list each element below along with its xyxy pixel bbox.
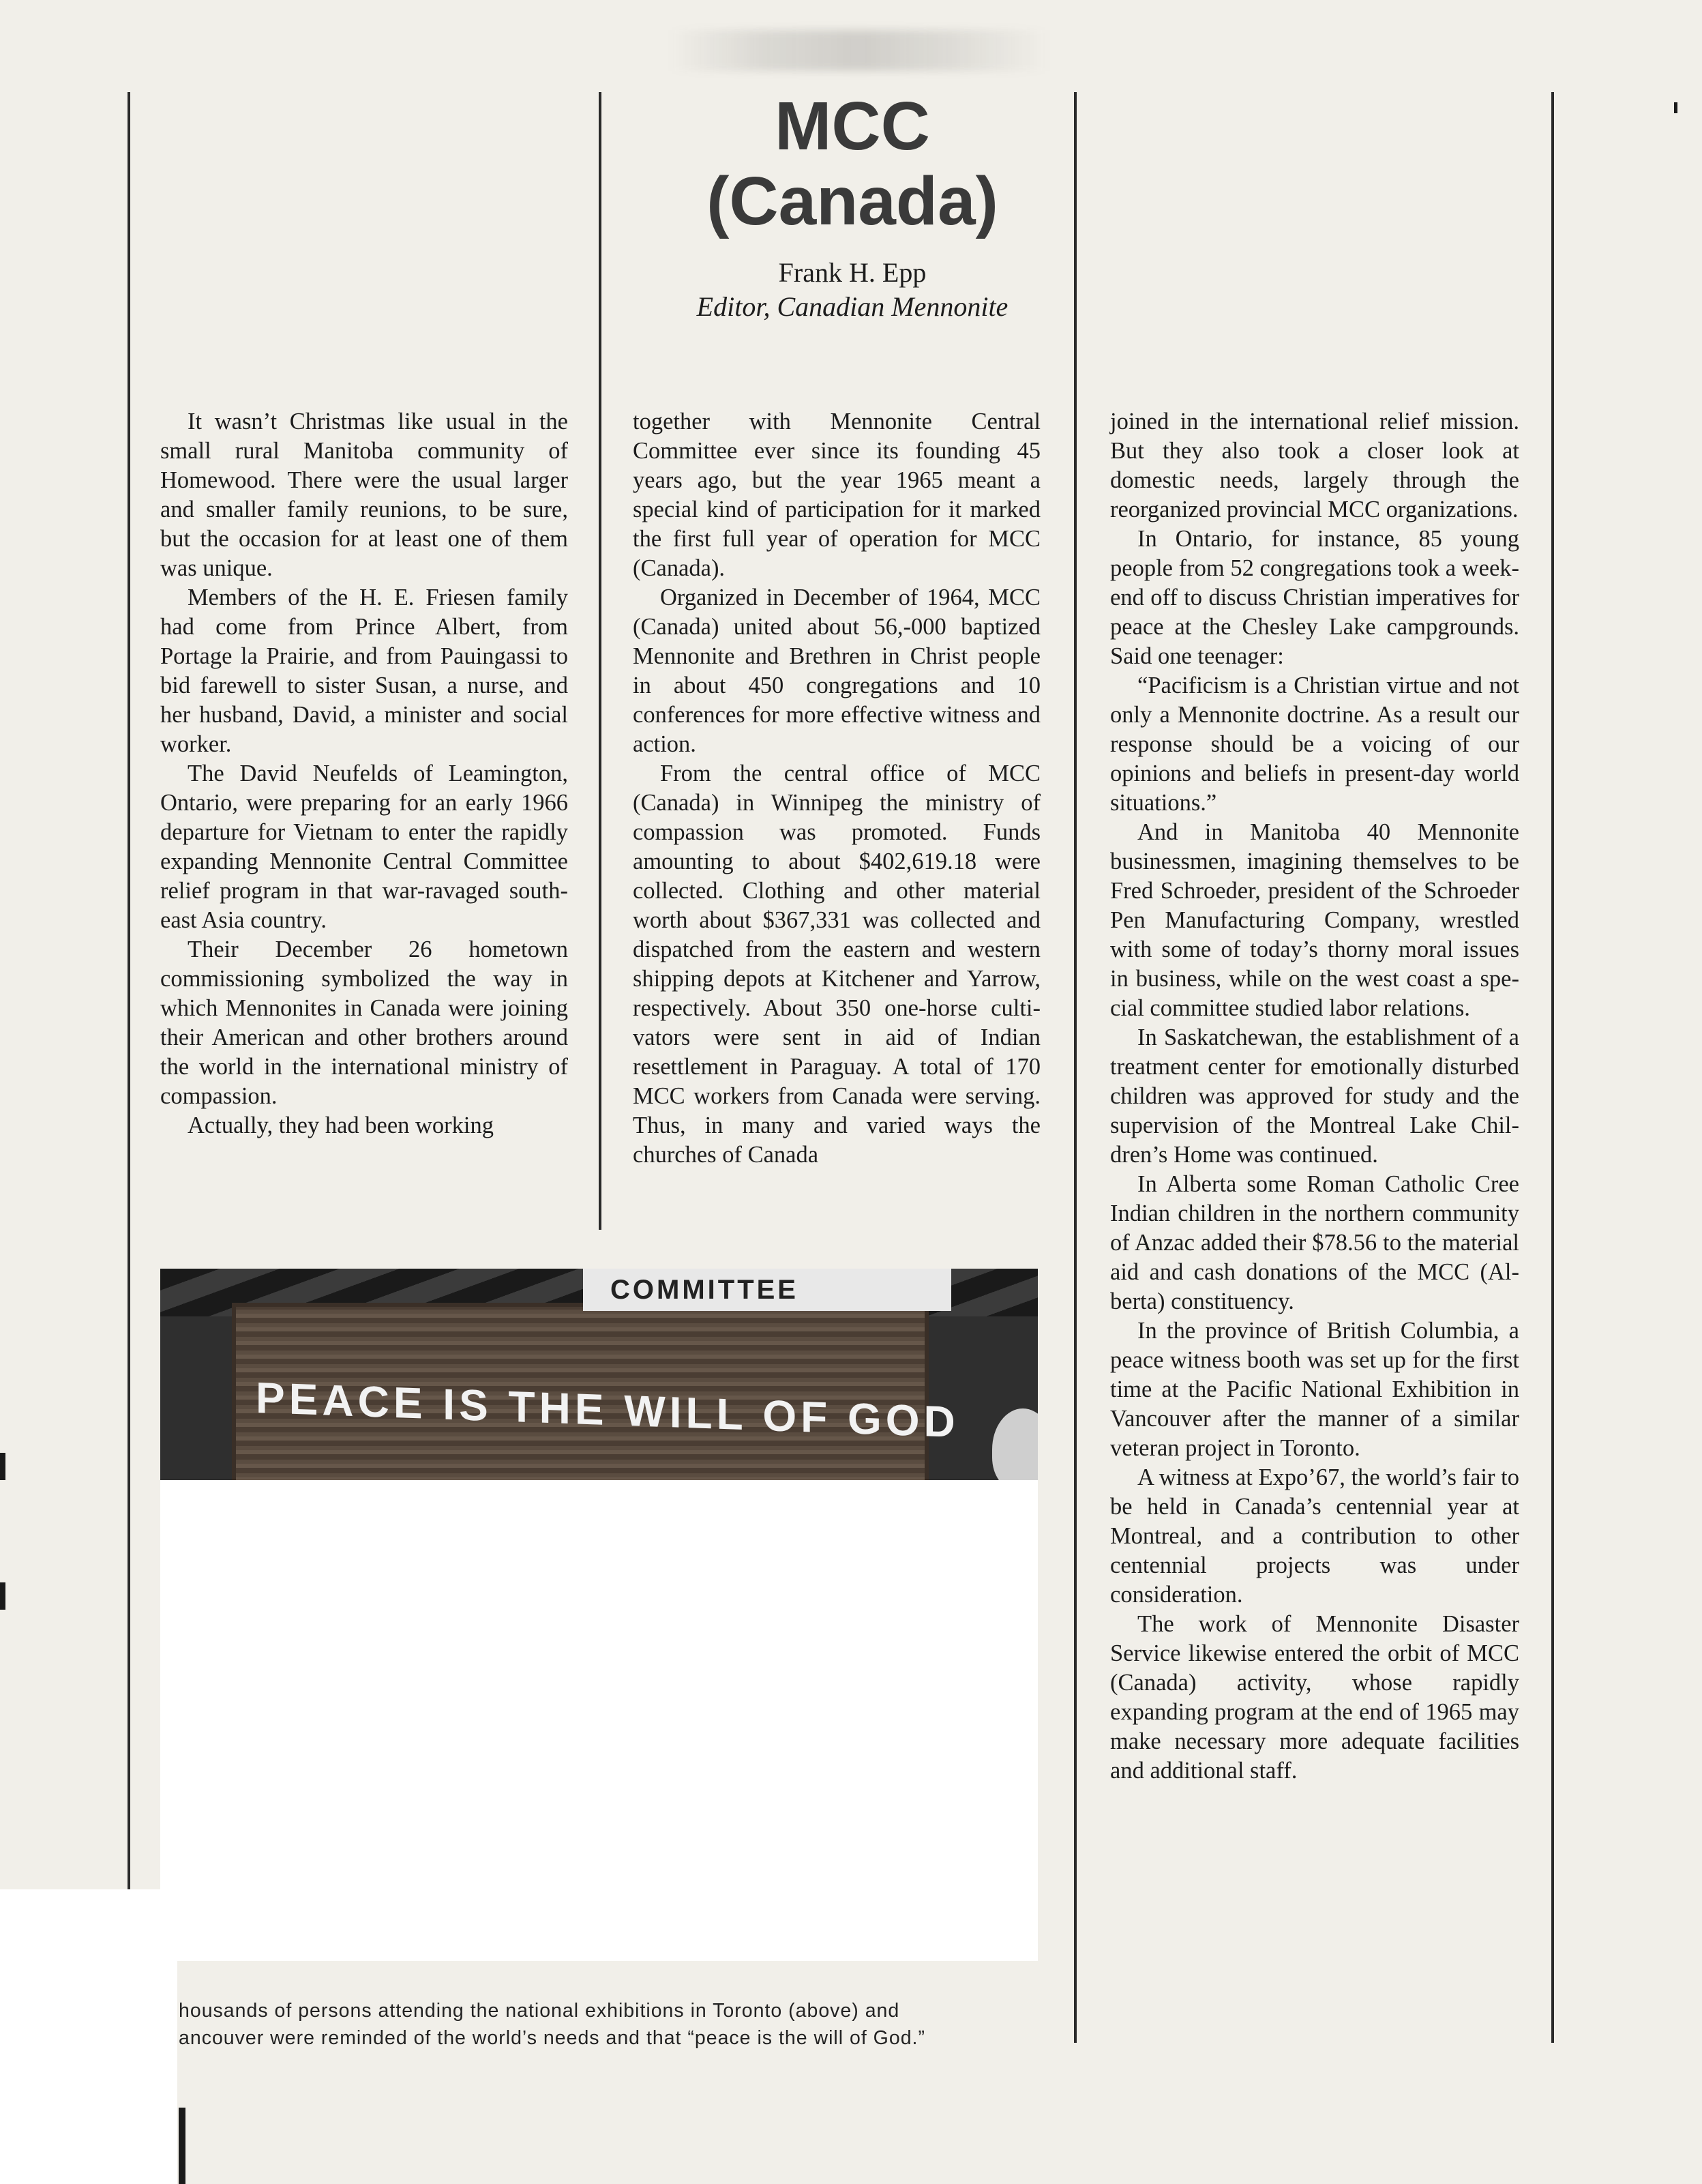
scan-edge-mark [0, 1582, 5, 1610]
column-3-paragraph: The work of Mennonite Disaster Service likewise entered the orbit of MCC (Canada) activity, whose rapidly expanding program at the end of 1965 may make necessary more adequate facilities and additional staff. [1110, 1611, 1519, 1784]
caption-line-2: ancouver were reminded of the world’s needs and that “peace is the will of God.” [179, 2027, 925, 2049]
bleed-through-smudge [668, 30, 1050, 71]
column-3-paragraph: “Pacificism is a Christian virtue and not only a Mennonite doctrine. As a result our response should be a voicing of our opinions and beliefs in present-day world situations.” [1110, 673, 1519, 816]
column-1-paragraph: Their December 26 hometown commissioning symbolized the way in which Mennonites in Canada were joining their American and other brothers around the world in the international ministry of compassion. [160, 936, 568, 1109]
article-title [600, 89, 1105, 239]
column-1-paragraph: Actually, they had been working [188, 1112, 494, 1138]
column-rule-center-right [1074, 92, 1077, 2043]
column-1-paragraph: It wasn’t Christmas like usual in the small rural Manitoba community of Homewood. There were the usual larger and smaller family reunions, to be sure, but the occasion for at least one of them was unique. [160, 409, 568, 581]
column-3-paragraph: In Saskatchewan, the establishment of a treatment center for emotionally disturbed children was approved for study and the supervision of the Montreal Lake Children’s Home was continued. [1110, 1024, 1519, 1168]
column-3-paragraph: In the province of British Columbia, a peace witness booth was set up for the first time at the Pacific National Exhibition in Vancouver after the manner of a similar veteran project in Toronto. [1110, 1318, 1519, 1461]
column-rule-right [1551, 92, 1554, 2043]
column-3-paragraph: In Ontario, for instance, 85 young people from 52 congregations took a week-end off to discuss Christian imperatives for peace at the Chesley Lake campgrounds. Said one teenager: [1110, 526, 1519, 669]
column-rule-left [128, 92, 130, 1893]
scan-edge-mark [179, 2108, 185, 2184]
column-3-paragraph: In Alberta some Roman Catholic Cree Indian children in the northern community of Anzac added their $78.56 to the material aid and cash donations of the MCC (Alberta) constituency. [1110, 1171, 1519, 1314]
column-2-paragraph: together with Mennonite Central Committee ever since its founding 45 years ago, but the year 1965 meant a special kind of participation for it marked the first full year of operation for MCC (Canada). [633, 409, 1041, 581]
caption-line-1: housands of persons attending the national exhibitions in Toronto (above) and [179, 2000, 900, 2022]
column-3-paragraph: And in Manitoba 40 Mennonite businessmen, imagining themselves to be Fred Schroeder, president of the Schroeder Pen Manufacturing Company, wrestled with some of today’s thorny moral issues in business, while on the west coast a special committee studied labor relations. [1110, 819, 1519, 1021]
photo-sign-peace: PEACE IS THE WILL OF GOD [256, 1372, 959, 1447]
photo-person-head [992, 1408, 1038, 1480]
author-role: Editor, Canadian Mennonite [696, 291, 1009, 322]
column-1-paragraph: Members of the H. E. Friesen family had come from Prince Albert, from Portage la Prairie, and from Pauingassi to bid farewell to sister Susan, a nurse, and her husband, David, a minister and social worker. [160, 585, 568, 757]
author-name: Frank H. Epp [778, 257, 927, 288]
article-column-1 [160, 407, 568, 1140]
article-title-line-2: (Canada) [706, 163, 998, 239]
article-title-line-1: MCC [775, 88, 930, 164]
page-blank-corner [0, 1889, 177, 2184]
byline [600, 256, 1105, 324]
column-3-paragraph: joined in the international relief mission. But they also took a closer look at domestic needs, largely through the reorganized provincial MCC organizations. [1110, 409, 1519, 522]
exhibition-photo [160, 1269, 1038, 1480]
scan-edge-mark [1674, 102, 1677, 113]
scan-edge-mark [0, 1453, 5, 1480]
photo-blank-area [160, 1480, 1038, 1961]
article-column-3 [1110, 407, 1519, 1786]
column-3-paragraph: A witness at Expo’67, the world’s fair to be held in Canada’s centennial year at Montreal, and a contribution to other centennial projects was under consideration. [1110, 1464, 1519, 1608]
article-column-2 [633, 407, 1041, 1170]
photo-sign-committee: COMMITTEE [583, 1269, 951, 1311]
column-2-paragraph: From the central office of MCC (Canada) in Winnipeg the ministry of compassion was promoted. Funds amounting to about $402,619.18 were collected. Clothing and other material worth about $367,331 was collected and dispatched from the eastern and western shipping depots at Kitchener and Yarrow, respectively. About 350 one-horse cultivators were sent in aid of Indian resettlement in Paraguay. A total of 170 MCC workers from Canada were serving. Thus, in many and varied ways the churches of Canada [633, 761, 1041, 1168]
photo-caption [179, 1997, 1051, 2052]
column-2-paragraph: Organized in December of 1964, MCC (Canada) united about 56,-000 baptized Mennonite and Brethren in Christ people in about 450 congregations and 10 conferences for more effective witness and action. [633, 585, 1041, 757]
column-1-paragraph: The David Neufelds of Leamington, Ontario, were preparing for an early 1966 departure for Vietnam to enter the rapidly expanding Mennonite Central Committee relief program in that war-ravaged southeast Asia country. [160, 761, 568, 933]
